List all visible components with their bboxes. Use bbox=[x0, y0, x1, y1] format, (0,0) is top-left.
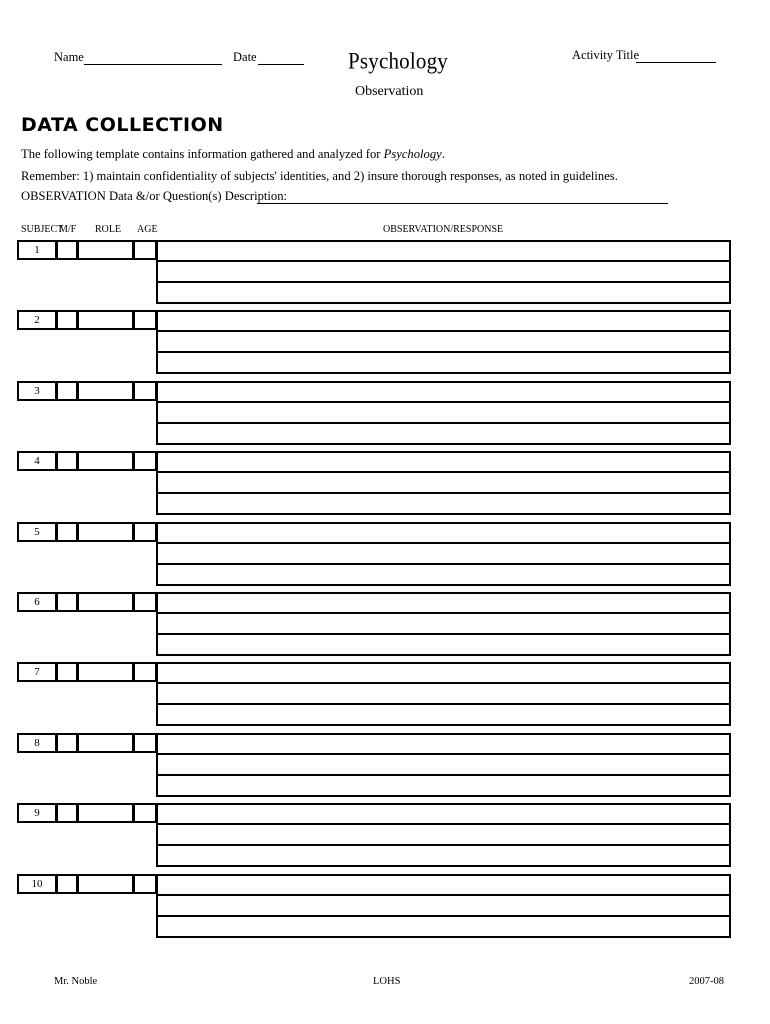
observation-box[interactable] bbox=[156, 381, 731, 445]
subject-number: 10 bbox=[31, 878, 43, 890]
footer-school: LOHS bbox=[373, 976, 401, 987]
mf-cell[interactable] bbox=[56, 733, 78, 753]
subject-number: 1 bbox=[34, 244, 40, 256]
age-cell[interactable] bbox=[133, 310, 157, 330]
date-label: Date bbox=[233, 50, 257, 64]
observation-box[interactable] bbox=[156, 874, 731, 938]
col-mf: M/F bbox=[59, 224, 77, 235]
role-cell[interactable] bbox=[77, 874, 134, 894]
subject-number: 5 bbox=[34, 526, 40, 538]
age-cell[interactable] bbox=[133, 662, 157, 682]
observation-line bbox=[156, 753, 731, 755]
observation-line bbox=[156, 260, 731, 262]
subject-number: 7 bbox=[34, 666, 40, 678]
col-role: ROLE bbox=[95, 224, 122, 235]
age-cell[interactable] bbox=[133, 240, 157, 260]
name-field[interactable] bbox=[84, 50, 222, 65]
date-field[interactable] bbox=[258, 50, 304, 65]
subject-number: 9 bbox=[34, 807, 40, 819]
mf-cell[interactable] bbox=[56, 874, 78, 894]
subject-number: 3 bbox=[34, 385, 40, 397]
observation-box[interactable] bbox=[156, 592, 731, 656]
mf-cell[interactable] bbox=[56, 310, 78, 330]
observation-box[interactable] bbox=[156, 240, 731, 304]
observation-line bbox=[156, 774, 731, 776]
age-cell[interactable] bbox=[133, 592, 157, 612]
observation-line bbox=[156, 633, 731, 635]
mf-cell[interactable] bbox=[56, 662, 78, 682]
role-cell[interactable] bbox=[77, 451, 134, 471]
observation-box[interactable] bbox=[156, 662, 731, 726]
subject-number: 8 bbox=[34, 737, 40, 749]
role-cell[interactable] bbox=[77, 592, 134, 612]
age-cell[interactable] bbox=[133, 733, 157, 753]
mf-cell[interactable] bbox=[56, 592, 78, 612]
role-cell[interactable] bbox=[77, 662, 134, 682]
observation-line bbox=[156, 563, 731, 565]
role-cell[interactable] bbox=[77, 240, 134, 260]
observation-box[interactable] bbox=[156, 803, 731, 867]
subject-number: 2 bbox=[34, 314, 40, 326]
subject-number-cell bbox=[17, 522, 57, 542]
age-cell[interactable] bbox=[133, 803, 157, 823]
role-cell[interactable] bbox=[77, 310, 134, 330]
observation-line bbox=[156, 915, 731, 917]
mf-cell[interactable] bbox=[56, 451, 78, 471]
footer-year: 2007-08 bbox=[689, 976, 724, 987]
observation-line bbox=[156, 682, 731, 684]
observation-line bbox=[156, 422, 731, 424]
age-cell[interactable] bbox=[133, 874, 157, 894]
col-subject: SUBJECT bbox=[21, 224, 64, 235]
section-title: DATA COLLECTION bbox=[21, 114, 224, 136]
subject-number-cell bbox=[17, 803, 57, 823]
observation-line bbox=[156, 401, 731, 403]
role-cell[interactable] bbox=[77, 733, 134, 753]
subject-number-cell bbox=[17, 592, 57, 612]
role-cell[interactable] bbox=[77, 381, 134, 401]
subject-number-cell bbox=[17, 662, 57, 682]
observation-description-label: OBSERVATION Data &/or Question(s) Description: bbox=[21, 189, 287, 203]
name-label: Name bbox=[54, 50, 84, 64]
page-title: Psychology bbox=[348, 48, 449, 74]
role-cell[interactable] bbox=[77, 803, 134, 823]
subject-number-cell bbox=[17, 451, 57, 471]
observation-box[interactable] bbox=[156, 310, 731, 374]
role-cell[interactable] bbox=[77, 522, 134, 542]
observation-line bbox=[156, 492, 731, 494]
observation-line bbox=[156, 351, 731, 353]
observation-line bbox=[156, 330, 731, 332]
intro-suffix: . bbox=[441, 147, 445, 161]
observation-line bbox=[156, 471, 731, 473]
intro-prefix: The following template contains information gathered and analyzed for bbox=[21, 147, 381, 161]
age-cell[interactable] bbox=[133, 522, 157, 542]
observation-line bbox=[156, 542, 731, 544]
activity-title-field[interactable] bbox=[636, 48, 716, 63]
col-observation: OBSERVATION/RESPONSE bbox=[383, 224, 504, 235]
subject-number: 4 bbox=[34, 455, 40, 467]
age-cell[interactable] bbox=[133, 381, 157, 401]
observation-line bbox=[156, 823, 731, 825]
mf-cell[interactable] bbox=[56, 381, 78, 401]
observation-description-field[interactable] bbox=[257, 186, 668, 204]
observation-line bbox=[156, 612, 731, 614]
mf-cell[interactable] bbox=[56, 803, 78, 823]
age-cell[interactable] bbox=[133, 451, 157, 471]
mf-cell[interactable] bbox=[56, 240, 78, 260]
page-subtitle: Observation bbox=[355, 84, 424, 99]
subject-number-cell bbox=[17, 240, 57, 260]
observation-box[interactable] bbox=[156, 522, 731, 586]
observation-box[interactable] bbox=[156, 451, 731, 515]
subject-number-cell bbox=[17, 733, 57, 753]
observation-line bbox=[156, 281, 731, 283]
subject-number-cell bbox=[17, 874, 57, 894]
mf-cell[interactable] bbox=[56, 522, 78, 542]
activity-title-label: Activity Title bbox=[572, 48, 640, 62]
observation-line bbox=[156, 703, 731, 705]
subject-number-cell bbox=[17, 310, 57, 330]
intro-text bbox=[21, 144, 445, 164]
remember-text: Remember: 1) maintain confidentiality of subjects' identities, and 2) insure thorough responses, as noted in guidelines. bbox=[21, 169, 618, 183]
observation-box[interactable] bbox=[156, 733, 731, 797]
intro-subject: Psychology bbox=[383, 147, 442, 161]
observation-line bbox=[156, 894, 731, 896]
subject-number: 6 bbox=[34, 596, 40, 608]
subject-number-cell bbox=[17, 381, 57, 401]
col-age: AGE bbox=[137, 224, 158, 235]
observation-line bbox=[156, 844, 731, 846]
footer-teacher: Mr. Noble bbox=[54, 976, 98, 987]
